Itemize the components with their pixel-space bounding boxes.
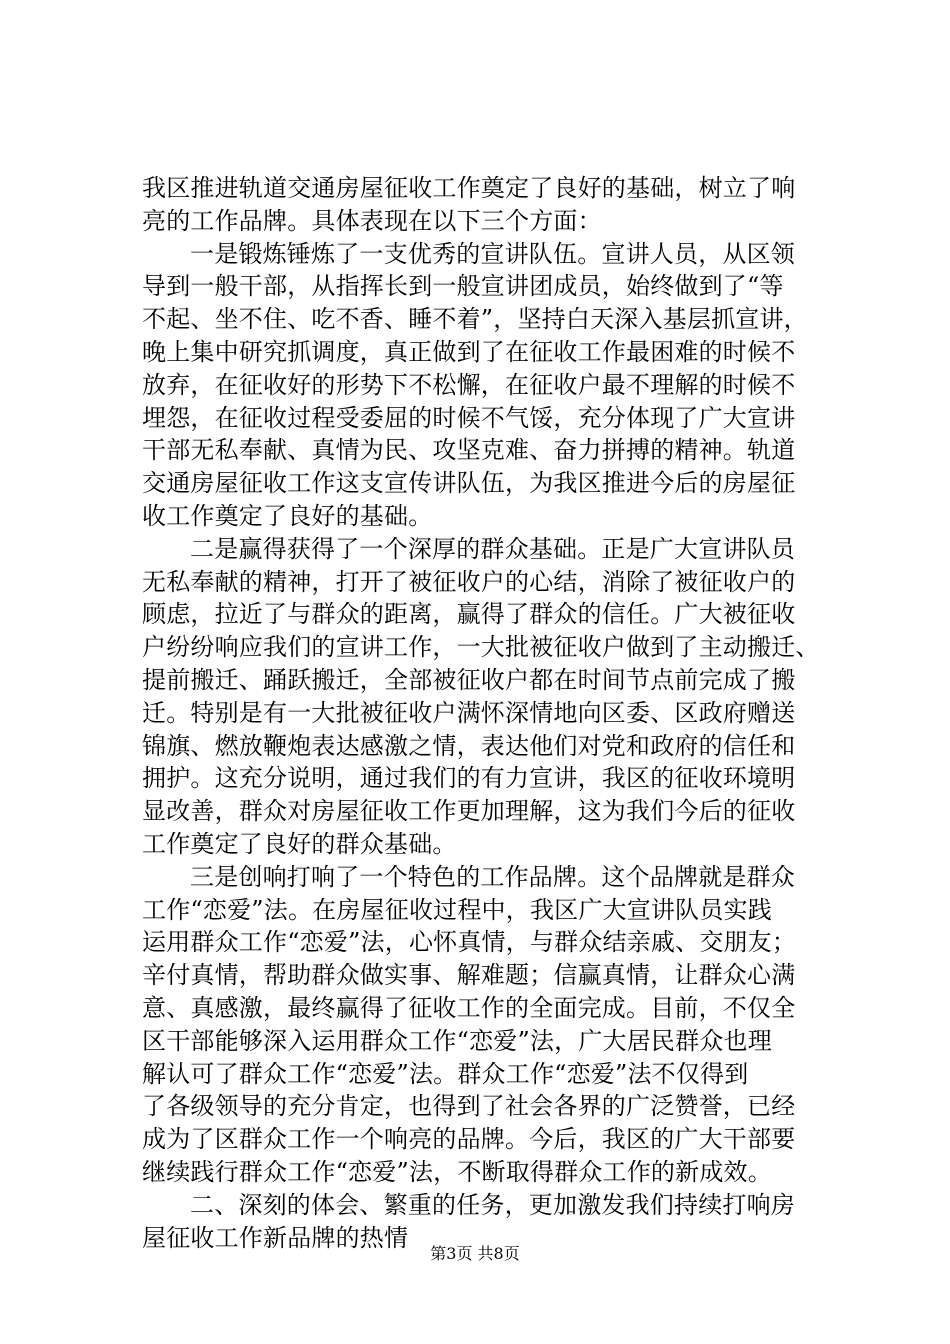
text-line: 屋征收工作新品牌的热情 [142,1223,409,1252]
text-line: 干部无私奉献、真情为民、攻坚克难、奋力拼搏的精神。轨道 [142,436,796,465]
text-line: 我区推进轨道交通房屋征收工作奠定了良好的基础，树立了响 [142,174,796,202]
text-line: 意、真感激，最终赢得了征收工作的全面完成。目前，不仅全 [142,993,796,1022]
text-line: 二是赢得获得了一个深厚的群众基础。正是广大宣讲队员 [190,534,795,563]
text-line: 无私奉献的精神，打开了被征收户的心结，消除了被征收户的 [142,567,796,596]
text-line: 了各级领导的充分肯定，也得到了社会各界的广泛赞誉，已经 [142,1092,796,1121]
text-line: 户纷纷响应我们的宣讲工作，一大批被征收户做到了主动搬迁、 [142,633,820,662]
text-line: 埋怨，在征收过程受委屈的时候不气馁，充分体现了广大宣讲 [142,403,796,432]
document-body [142,172,822,1254]
text-line: 拥护。这充分说明，通过我们的有力宣讲，我区的征收环境明 [142,764,796,793]
text-line: 顾虑，拉近了与群众的距离，赢得了群众的信任。广大被征收 [142,600,796,629]
text-line: 锦旗、燃放鞭炮表达感激之情，表达他们对党和政府的信任和 [142,731,796,760]
text-line: 二、深刻的体会、繁重的任务，更加激发我们持续打响房 [190,1190,795,1219]
text-line: 提前搬迁、踊跃搬迁，全部被征收户都在时间节点前完成了搬 [142,665,796,694]
text-line: 工作奠定了良好的群众基础。 [142,829,457,858]
text-line: 亮的工作品牌。具体表现在以下三个方面： [142,206,602,235]
text-line: 放弃，在征收好的形势下不松懈，在征收户最不理解的时候不 [142,370,796,399]
text-line: 工作“恋爱”法。在房屋征收过程中，我区广大宣讲队员实践 [142,895,772,924]
text-line: 导到一般干部，从指挥长到一般宣讲团成员，始终做到了“等 [142,272,784,301]
text-line: 三是创响打响了一个特色的工作品牌。这个品牌就是群众 [190,862,795,891]
text-line: 成为了区群众工作一个响亮的品牌。今后，我区的广大干部要 [142,1125,796,1154]
text-line: 一是锻炼锤炼了一支优秀的宣讲队伍。宣讲人员，从区领 [190,239,795,268]
page-footer [0,1244,950,1264]
text-line: 收工作奠定了良好的基础。 [142,501,433,530]
text-line: 交通房屋征收工作这支宣传讲队伍，为我区推进今后的房屋征 [142,469,796,498]
text-line: 解认可了群众工作“恋爱”法。群众工作“恋爱”法不仅得到 [142,1059,749,1088]
text-line: 区干部能够深入运用群众工作“恋爱”法，广大居民群众也理 [142,1026,772,1055]
page-number-label: 第3页 共8页 [430,1244,520,1263]
text-line: 辛付真情，帮助群众做实事、解难题；信赢真情，让群众心满 [142,961,796,990]
text-line: 迁。特别是有一大批被征收户满怀深情地向区委、区政府赠送 [142,698,796,727]
text-line: 不起、坐不住、吃不香、睡不着”，坚持白天深入基层抓宣讲， [142,305,808,334]
text-line: 继续践行群众工作“恋爱”法，不断取得群众工作的新成效。 [142,1157,772,1186]
text-line: 晚上集中研究抓调度，真正做到了在征收工作最困难的时候不 [142,337,796,366]
text-line: 运用群众工作“恋爱”法，心怀真情，与群众结亲戚、交朋友； [142,928,797,957]
text-line: 显改善，群众对房屋征收工作更加理解，这为我们今后的征收 [142,797,796,826]
